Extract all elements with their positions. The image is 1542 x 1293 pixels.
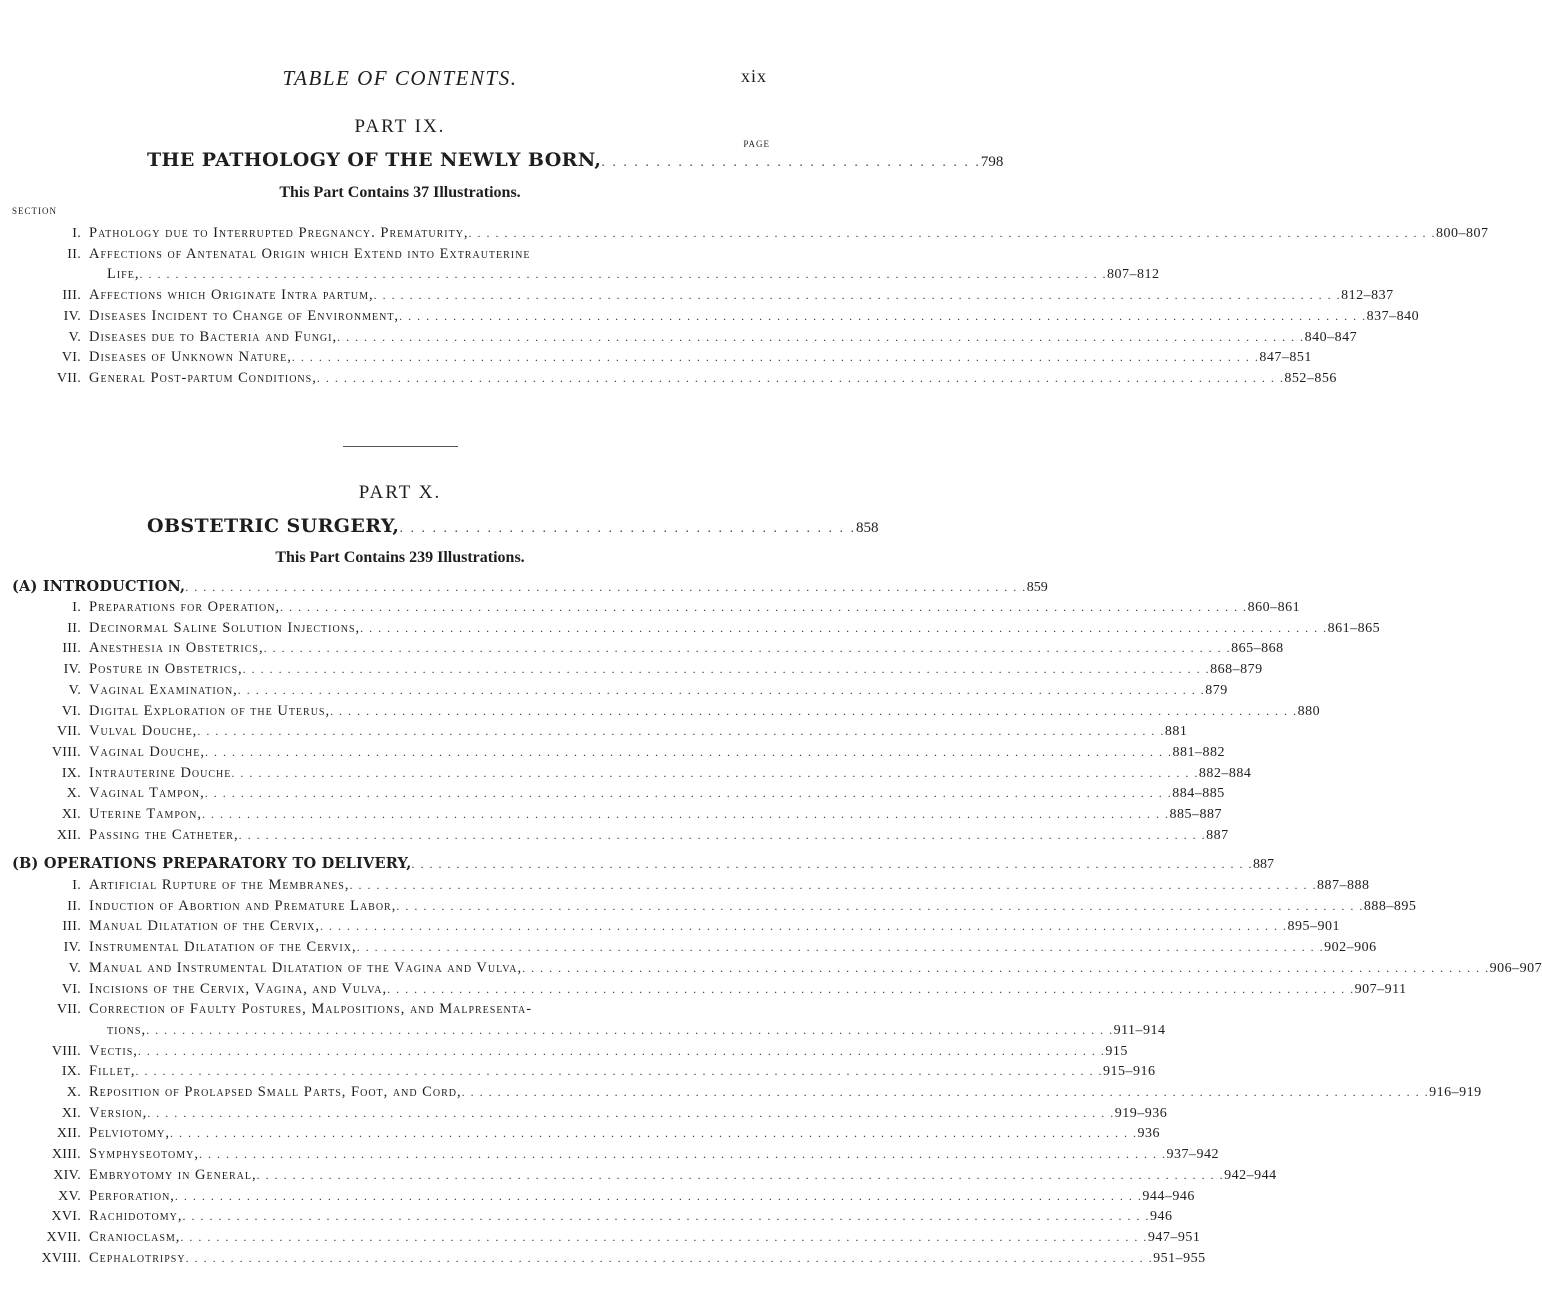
group-b-title: (B) OPERATIONS PREPARATORY TO DELIVERY, [12,855,412,872]
leader-dots: . . . . . . . . . . . . . . . . . . . . . . . . . . . . . . . . . . . . . . . . . . . . . . . . . . . . . . . . . . . . . . . . . . . . . . . . . . . . . . . . . . . . . . . . . . . . . . . . . . . . . . . . . . . . [135,1064,1103,1079]
entry-number: III. [62,288,81,304]
toc-entry[interactable] [24,959,1542,980]
entry-number: IV. [63,940,81,956]
leader-dots: . . . . . . . . . . . . . . . . . . . . . . . . . . . . . . . . . . . . . . . . . . . . . . . . . . . . . . . . . . . . . . . . . . . . . . . . . . . . . . . . . . . . . . . . . . . . . . . . . . . . . . . . . . . . [360,620,1328,635]
part-ix-title: THE PATHOLOGY OF THE NEWLY BORN, [147,149,602,171]
toc-entry[interactable] [24,681,1228,702]
entry-page-range: 881 [1164,724,1188,740]
part-x-page: 858 [855,520,879,536]
entry-page-range: 937–942 [1166,1147,1219,1163]
leader-dots: . . . . . . . . . . . . . . . . . . . . . . . . . . . . . . . . . . . . . . . . . . . . . . . . . . . . . . . . . . . . . . . . . . . . . . . . . . . . . . . . . . . . . . . . . . . . . . . . . . . . . . . . . . . . [146,1022,1114,1037]
leader-dots: . . . . . . . . . . . . . . . . . . . . . . . . . . . . . . . . . . . . . . . . . . . . . . . . . . . . . . . . . . . . . . . . . . . . . . . . . . . . . . . . . . . . . . . . . . . . . . . . . . . . . . . . . . . . [373,288,1342,303]
entry-title: Pelviotomy, [89,1125,171,1142]
leader-dots: . . . . . . . . . . . . . . . . . . . . . . . . . . . . . . . . . . . . . . . . . . . . . . . . . . . . . . . . . . . . . . . . . . . . . . . . . . . . . . . . . . . . . . . . . . . . . . . . . . . . . . . . . . . . [204,786,1173,801]
entry-number: XVIII. [41,1250,81,1266]
leader-dots: . . . . . . . . . . . . . . . . . . . . . . . . . . . . . . . . . . . . . . . . . . . . . . . . . . . . . . . . . . . . . . . . . . . . . . . . . . . . . . . . . . . . . . . . . . . . . . . . . . . . . . . . . . . . [231,765,1199,780]
toc-entry[interactable] [24,743,1225,764]
leader-dots: . . . . . . . . . . . . . . . . . . . . . . . . . . . . . . . . . . . . . . . . . . . . . . . . . . . . . . . . . . . . . . . . . . . . . . . . . . . . . . . . . . . . . . . . . . . . . . [185,580,1027,594]
entry-title: Affections which Originate Intra partum, [89,287,374,304]
leader-dots: . . . . . . . . . . . . . . . . . . . . . . . . . . . . . . . . . . . . . . . . . . . . . . . . . . . . . . . . . . . . . . . . . . . . . . . . . . . . . . . . . . . . . . . . . . . . . . . . . . . . . . . . . . . . [174,1188,1143,1203]
entry-page-range: 860–861 [1247,600,1301,615]
entry-title: Vulval Douche, [89,723,198,740]
toc-entry[interactable] [24,980,1407,1001]
entry-title: Manual and Instrumental Dilatation of the Vagina and Vulva, [89,959,523,976]
toc-entry[interactable] [24,723,1188,743]
entry-title: Artificial Rupture of the Membranes, [89,877,350,893]
entry-number: III. [62,641,81,657]
leader-dots: . . . . . . . . . . . . . . . . . . . . . . . . . . . . . . . . . . . . . . . . . . . . . . . . . . . . . . . . . . . . . . . . . . . . . . . . . . . . . . . . . . . . . . . . . . . . . . . . . . . . . . . . . . . . [319,919,1288,934]
entry-number: VIII. [51,744,81,760]
entry-page-range: 812–837 [1341,288,1394,304]
entry-title: Diseases Incident to Change of Environment, [89,307,400,324]
entry-number: II. [67,246,81,262]
entry-page-range: 887–888 [1316,878,1370,893]
entry-title: Induction of Abortion and Premature Labor, [89,897,397,914]
entry-title: General Post-partum Conditions, [89,369,317,386]
entry-page-range: 895–901 [1287,919,1340,935]
group-b-heading[interactable] [12,855,1274,877]
entry-page-range: 951–955 [1153,1250,1206,1266]
entry-title: Symphyseotomy, [89,1146,199,1163]
entry-number: XIV. [53,1167,81,1183]
section-divider [343,446,458,447]
leader-dots: . . . . . . . . . . . . . . . . . . . . . . . . . . . . . . . . . . . . . . . . . . . . . . . . . . . . . . . . . . . . . . . . . . . . . . . . . . . . . . . . . . . . . . . . . . . . . . . . . . . . . . . . . . . . [256,1167,1225,1182]
toc-entry[interactable] [24,1021,1166,1042]
entry-number: I. [72,878,81,893]
toc-entry[interactable] [24,764,1252,785]
toc-entry[interactable] [24,897,1417,918]
leader-dots: . . . . . . . . . . . . . . . . . . . . . . . . . . . . . . . . . . . . . . . . . . . . . . . . . . . . . . . . . . . . . . . . . . . . . . . . . . . . . . . . . . . . . . . . . . . . . . . . . . . . . . . . . . . . [170,1126,1138,1141]
entry-title: Version, [89,1104,148,1121]
toc-entry[interactable] [24,1063,1156,1083]
toc-entry[interactable] [24,307,1420,328]
leader-dots: . . . . . . . . . . . . . . . . . . . . . . . . . . . . . . . . . . . . . . . . . . . . . . . . . . . . . . . . . . . . . . . . . . . . . . . . . . . . . . . . . . . . . . . . . . . . . . . . . . . . . . . . . . . . [185,1250,1154,1265]
entry-page-range: 944–946 [1142,1188,1195,1204]
entry-number: VI. [61,981,81,997]
entry-page-range: 919–936 [1114,1105,1168,1121]
toc-entry[interactable] [24,918,1340,938]
entry-title: Cranioclasm, [89,1228,181,1245]
toc-entry[interactable] [24,806,1222,826]
toc-entry[interactable] [24,939,1377,959]
entry-page-range: 887 [1206,827,1229,843]
entry-page-range: 880 [1297,703,1321,719]
entry-number: VI. [61,350,81,366]
toc-entry[interactable] [24,1166,1277,1187]
toc-entry[interactable] [24,1104,1168,1125]
entry-page-range: 906–907 [1489,960,1542,976]
leader-dots: . . . . . . . . . . . . . . . . . . . . . . . . . . . . . . . . . . . . . . . . . . . . . . . . . . . . . . . . . . . . . . . . . . . . . . . . . . . . . . . . . . . . . . . . . . . . . . . . . . . . . . . . . . . . [237,682,1206,697]
entry-title: Digital Exploration of the Uterus, [89,702,331,719]
entry-number: X. [66,786,81,802]
entry-title: Vaginal Examination, [89,681,238,698]
part-x-label: PART X. [358,482,442,503]
entry-title: Diseases of Unknown Nature, [89,349,292,366]
entry-page-range: 942–944 [1224,1167,1277,1183]
entry-number: XI. [61,1105,81,1121]
entry-number: IV. [63,308,81,324]
entry-title: Posture in Obstetrics, [89,661,243,678]
toc-entry[interactable] [24,599,1301,619]
entry-title: Cephalotripsy [89,1249,186,1266]
running-head [0,66,800,96]
group-b-page: 887 [1252,857,1274,872]
entry-page-range: 840–847 [1304,329,1358,345]
entry-number: V. [68,329,81,345]
entry-title: Correction of Faulty Postures, Malpositions, and Malpresenta- [89,1001,533,1018]
entry-page-range: 946 [1149,1209,1173,1225]
entry-title: Life, [107,266,140,283]
leader-dots: . . . . . . . . . . . . . . . . . . . . . . . . . . . . . . . . . . . . . . . . . . . . . . . . . . . . . . . . . . . . . . . . . . . . . . . . . . . . . . . . . . . . . . . . . . . . . . . . . . . . . . . . . . . . [198,1147,1167,1162]
entry-title: Intrauterine Douche [89,764,232,781]
toc-entry[interactable] [24,1001,771,1021]
entry-number: I. [72,600,81,615]
entry-number: XV. [58,1188,81,1204]
entry-title: Instrumental Dilatation of the Cervix, [89,939,357,956]
toc-entry[interactable] [24,1228,1201,1249]
leader-dots: . . . . . . . . . . . . . . . . . . . . . . . . . . . . . . . . . . . . . . . . . . . . . . . . . . . . . . . . . . . . . . . . . . . . . . . . . . . . . . . . . . . . . . . . . . . . . . . . . . . . . . . . . . . . [147,1105,1115,1120]
toc-entry[interactable] [24,1125,1161,1145]
entry-title: Incisions of the Cervix, Vagina, and Vulva, [89,980,388,997]
entry-page-range: 837–840 [1366,308,1420,324]
entry-number: XIII. [51,1147,81,1163]
part-x-illustrations-note: This Part Contains 239 Illustrations. [275,549,525,566]
entry-number: IX. [61,1064,81,1080]
entry-number: VII. [56,370,81,386]
leader-dots: . . . . . . . . . . . . . . . . . . . . . . . . . . . . . . . . . . . . . . . . . . . . . . . . . . . . . . . . . . . . . . . . . . . . . . . . . . . . . . . . . . . . . . . . . . . . . . . . . . . . . . . . . . . . [139,267,1107,282]
toc-entry[interactable] [24,1249,1206,1270]
entry-title: Reposition of Prolapsed Small Parts, Foot, and Cord, [89,1084,462,1100]
entry-number: VII. [56,724,81,740]
leader-dots: . . . . . . . . . . . . . . . . . . . . . . . . . . . . . . . . . . . . . . . . . . . . . . . . . . . . . . . . . . . . . . . . . . . . . . . . . . . . . . . . . . . . . . . . . . . . . . . . . . . . . . . . . . . . [238,827,1207,842]
leader-dots: . . . . . . . . . . . . . . . . . . . . . . . . . . . . . . . . . . . . . . . . . . . . . . . . . . . . . . . . . . . . . . . . . . . . . . . . . . . . . . . . . . . . . . . . . . . . . . . . . . . . . . . . . . . . [291,350,1260,365]
entry-page-range: 947–951 [1147,1229,1201,1245]
group-a-title: (A) INTRODUCTION, [12,578,186,595]
leader-dots: . . . . . . . . . . . . . . . . . . . . . . . . . . . . . . . . . . . . . . . . . . . . . . . . . . . . . . . . . . . . . . . . . . . . . . . . . . . . . . . . . . . . . . . . . . . . . . . . . . . . . . . . . . . . [316,370,1285,385]
entry-page-range: 884–885 [1172,786,1225,802]
leader-dots: . . . . . . . . . . . . . . . . . . . . . . . . . . . . . . . . . . . [601,155,981,170]
entry-page-range: 915–916 [1102,1064,1156,1080]
leader-dots: . . . . . . . . . . . . . . . . . . . . . . . . . . . . . . . . . . . . . . . . . . . . . . . . . . . . . . . . . . . . . . . . . . . . . . . . . . . . . . . . . . . . . . . . . . . . . . [411,857,1253,871]
entry-number: IX. [61,765,81,781]
entry-number: XVII. [46,1229,81,1245]
leader-dots: . . . . . . . . . . . . . . . . . . . . . . . . . . . . . . . . . . . . . . . . . . . . . . . . . . . . . . . . . . . . . . . . . . . . . . . . . . . . . . . . . . . . . . . . . . . . . . . . . . . . . . . . . . . . [330,703,1298,718]
entry-title: Anesthesia in Obstetrics, [89,640,264,657]
entry-title: Rachidotomy, [89,1208,183,1225]
toc-entry[interactable] [24,328,1358,349]
entry-page-range: 881–882 [1172,744,1225,760]
toc-entry[interactable] [24,246,771,266]
entry-number: XII. [56,827,81,843]
entry-page-range: 861–865 [1327,620,1381,636]
leader-dots: . . . . . . . . . . . . . . . . . . . . . . . . . . . . . . . . . . . . . . . . . . . . . . . . . . . . . . . . . . . . . . . . . . . . . . . . . . . . . . . . . . . . . . . . . . . . . . . . . . . . . . . . . . . . [356,940,1325,955]
leader-dots: . . . . . . . . . . . . . . . . . . . . . . . . . . . . . . . . . . . . . . . . . . . . . . . . . . . . . . . . . . . . . . . . . . . . . . . . . . . . . . . . . . . . . . . . . . . . . . . . . . . . . . . . . . . . [522,960,1490,975]
leader-dots: . . . . . . . . . . . . . . . . . . . . . . . . . . . . . . . . . . . . . . . . . . . . . . . . . . . . . . . . . . . . . . . . . . . . . . . . . . . . . . . . . . . . . . . . . . . . . . . . . . . . . . . . . . . . [201,807,1170,821]
entry-number: IV. [63,662,81,678]
leader-dots: . . . . . . . . . . . . . . . . . . . . . . . . . . . . . . . . . . . . . . . . . . . . . . . . . . . . . . . . . . . . . . . . . . . . . . . . . . . . . . . . . . . . . . . . . . . . . . . . . . . . . . . . . . . . [180,1229,1148,1244]
entry-page-range: 865–868 [1231,641,1284,657]
entry-number: I. [72,226,81,241]
entry-title: tions, [107,1021,147,1038]
toc-entry[interactable] [24,785,1225,805]
part-ix-illustrations-note: This Part Contains 37 Illustrations. [279,184,521,201]
part-x-title: OBSTETRIC SURGERY, [147,515,400,537]
part-x-title-row[interactable] [147,515,879,541]
entry-number: XI. [61,807,81,822]
entry-title: Decinormal Saline Solution Injections, [89,619,361,636]
toc-entry[interactable] [24,640,1284,660]
section-column-head: SECTION [12,206,57,216]
toc-entry[interactable] [24,349,1312,369]
leader-dots: . . . . . . . . . . . . . . . . . . . . . . . . . . . . . . . . . . . . . . . . . . . . . . . . . . . . . . . . . . . . . . . . . . . . . . . . . . . . . . . . . . . . . . . . . . . . . . . . . . . . . . . . . . . . [263,641,1232,656]
toc-entry[interactable] [24,661,1263,681]
leader-dots: . . . . . . . . . . . . . . . . . . . . . . . . . . . . . . . . . . . . . . . . . . . . . . . . . . . . . . . . . . . . . . . . . . . . . . . . . . . . . . . . . . . . . . . . . . . . . . . . . . . . . . . . . . . . [349,878,1317,892]
entry-title: Passing the Catheter, [89,826,239,843]
entry-page-range: 879 [1205,682,1228,698]
leader-dots: . . . . . . . . . . . . . . . . . . . . . . . . . . . . . . . . . . . . . . . . . . . . . . . . . . . . . . . . . . . . . . . . . . . . . . . . . . . . . . . . . . . . . . . . . . . . . . . . . . . . . . . . . . . . [242,662,1211,677]
entry-title: Pathology due to Interrupted Pregnancy. Prematurity, [89,225,469,241]
entry-page-range: 882–884 [1198,765,1252,781]
entry-title: Fillet, [89,1063,136,1080]
leader-dots: . . . . . . . . . . . . . . . . . . . . . . . . . . . . . . . . . . . . . . . . . . . . . . . . . . . . . . . . . . . . . . . . . . . . . . . . . . . . . . . . . . . . . . . . . . . . . . . . . . . . . . . . . . . . [204,744,1173,759]
toc-entry[interactable] [24,1146,1219,1166]
toc-entry[interactable] [24,1187,1195,1208]
leader-dots: . . . . . . . . . . . . . . . . . . . . . . . . . . . . . . . . . . . . . . . . . . . . . . . . . . . . . . . . . . . . . . . . . . . . . . . . . . . . . . . . . . . . . . . . . . . . . . . . . . . . . . . . . . . . [461,1085,1430,1099]
leader-dots: . . . . . . . . . . . . . . . . . . . . . . . . . . . . . . . . . . . . . . . . . . . . . . . . . . . . . . . . . . . . . . . . . . . . . . . . . . . . . . . . . . . . . . . . . . . . . . . . . . . . . . . . . . . . [182,1209,1150,1224]
toc-entry[interactable] [24,702,1321,723]
entry-page-range: 888–895 [1363,898,1417,914]
entry-number: X. [66,1085,81,1100]
part-ix-page: 798 [980,154,1004,170]
entry-number: II. [67,898,81,914]
entry-title: Vectis, [89,1042,138,1059]
leader-dots: . . . . . . . . . . . . . . . . . . . . . . . . . . . . . . . . . . . . . . . . . . . . . . . . . . . . . . . . . . . . . . . . . . . . . . . . . . . . . . . . . . . . . . . . . . . . . . . . . . . . . . . . . . . . [197,724,1165,739]
entry-number: II. [67,620,81,636]
toc-entry[interactable] [24,287,1394,307]
entry-number: V. [68,682,81,698]
toc-entry[interactable] [24,369,1337,390]
entry-number: XII. [56,1126,81,1142]
entry-title: Diseases due to Bacteria and Fungi, [89,328,338,345]
entry-number: XVI. [51,1209,81,1225]
entry-number: VIII. [51,1043,81,1059]
entry-page-range: 847–851 [1259,350,1312,366]
toc-entry[interactable] [24,1208,1173,1228]
entry-title: Manual Dilatation of the Cervix, [89,918,320,935]
toc-entry[interactable] [24,225,1489,245]
entry-page-range: 915 [1105,1043,1128,1059]
leader-dots: . . . . . . . . . . . . . . . . . . . . . . . . . . . . . . . . . . . . . . . . . . . . . . . . . . . . . . . . . . . . . . . . . . . . . . . . . . . . . . . . . . . . . . . . . . . . . . . . . . . . . . . . . . . . [399,308,1367,323]
page-folio: xix [740,66,767,86]
leader-dots: . . . . . . . . . . . . . . . . . . . . . . . . . . . . . . . . . . . . . . . . . . . . . . . . . . . . . . . . . . . . . . . . . . . . . . . . . . . . . . . . . . . . . . . . . . . . . . . . . . . . . . . . . . . . [337,329,1305,344]
part-ix-title-row[interactable] [147,149,1004,175]
entry-title: Vaginal Douche, [89,743,205,760]
entry-page-range: 800–807 [1436,226,1489,241]
entry-page-range: 852–856 [1284,370,1337,386]
leader-dots: . . . . . . . . . . . . . . . . . . . . . . . . . . . . . . . . . . . . . . . . . . . . . . . . . . . . . . . . . . . . . . . . . . . . . . . . . . . . . . . . . . . . . . . . . . . . . . . . . . . . . . . . . . . . [396,898,1364,913]
group-a-heading[interactable] [12,578,1048,600]
entry-page-range: 911–914 [1113,1022,1166,1038]
toc-entry[interactable] [24,266,1160,286]
entry-page-range: 936 [1137,1126,1161,1142]
toc-entry[interactable] [24,877,1370,897]
entry-page-range: 885–887 [1169,807,1222,822]
entry-title: Perforation, [89,1187,175,1204]
toc-entry[interactable] [24,1084,1482,1104]
entry-number: VI. [61,703,81,719]
entry-page-range: 916–919 [1429,1085,1482,1100]
entry-page-range: 907–911 [1354,981,1407,997]
page-column-head: PAGE [743,139,770,149]
entry-title: Embryotomy in General, [89,1166,257,1183]
entry-title: Vaginal Tampon, [89,785,205,802]
toc-entry[interactable] [24,1042,1128,1063]
running-title: TABLE OF CONTENTS. [282,66,518,90]
leader-dots: . . . . . . . . . . . . . . . . . . . . . . . . . . . . . . . . . . . . . . . . . . . . . . . . . . . . . . . . . . . . . . . . . . . . . . . . . . . . . . . . . . . . . . . . . . . . . . . . . . . . . . . . . . . . [137,1043,1106,1058]
entry-title: Affections of Antenatal Origin which Extend into Extrauterine [89,245,531,262]
entry-number: VII. [56,1002,81,1018]
toc-entry[interactable] [24,826,1229,847]
entry-number: III. [62,919,81,935]
entry-page-range: 902–906 [1324,940,1377,956]
toc-entry[interactable] [24,619,1381,640]
entry-page-range: 868–879 [1210,662,1263,678]
group-a-page: 859 [1026,580,1048,595]
leader-dots: . . . . . . . . . . . . . . . . . . . . . . . . . . . . . . . . . . . . . . . . . . [399,521,856,536]
leader-dots: . . . . . . . . . . . . . . . . . . . . . . . . . . . . . . . . . . . . . . . . . . . . . . . . . . . . . . . . . . . . . . . . . . . . . . . . . . . . . . . . . . . . . . . . . . . . . . . . . . . . . . . . . . . . [280,600,1248,614]
entry-number: V. [68,960,81,976]
entry-page-range: 807–812 [1106,267,1160,283]
entry-title: Uterine Tampon, [89,806,202,822]
part-ix-label: PART IX. [354,116,446,137]
entry-title: Preparations for Operation, [89,599,281,615]
leader-dots: . . . . . . . . . . . . . . . . . . . . . . . . . . . . . . . . . . . . . . . . . . . . . . . . . . . . . . . . . . . . . . . . . . . . . . . . . . . . . . . . . . . . . . . . . . . . . . . . . . . . . . . . . . . . [387,981,1355,996]
leader-dots: . . . . . . . . . . . . . . . . . . . . . . . . . . . . . . . . . . . . . . . . . . . . . . . . . . . . . . . . . . . . . . . . . . . . . . . . . . . . . . . . . . . . . . . . . . . . . . . . . . . . . . . . . . . . [468,226,1437,240]
